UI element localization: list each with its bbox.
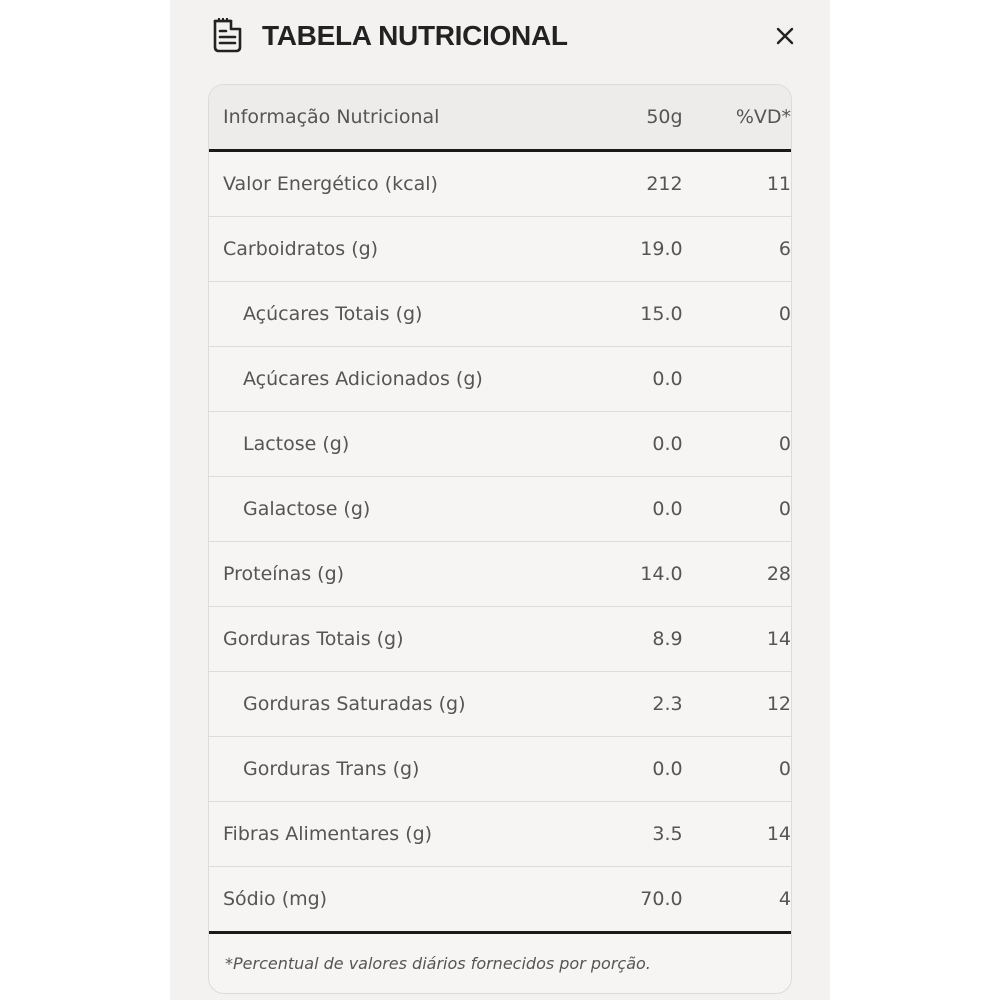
table-row <box>209 542 791 607</box>
close-button[interactable] <box>770 21 800 51</box>
nutrient-label: Proteínas (g) <box>223 563 345 585</box>
column-header-portion: 50g <box>646 106 683 128</box>
nutrient-vd: 14 <box>766 823 791 845</box>
table-body <box>209 152 791 934</box>
page-title: TABELA NUTRICIONAL <box>262 20 568 51</box>
nutrient-vd: 6 <box>778 238 791 260</box>
nutrient-value: 0.0 <box>652 758 683 780</box>
nutrient-label: Galactose (g) <box>243 498 371 520</box>
nutrient-vd: 14 <box>766 628 791 650</box>
nutrient-vd: 28 <box>766 563 791 585</box>
table-row <box>209 607 791 672</box>
nutrient-label: Gorduras Trans (g) <box>243 758 420 780</box>
nutrient-vd: 4 <box>778 888 791 910</box>
table-row <box>209 802 791 867</box>
nutrient-label: Lactose (g) <box>243 433 350 455</box>
nutrient-label: Sódio (mg) <box>223 888 328 910</box>
nutrient-value: 0.0 <box>652 433 683 455</box>
table-footnote: *Percentual de valores diários fornecidos por porção. <box>225 953 651 973</box>
nutrient-label: Açúcares Adicionados (g) <box>243 368 483 390</box>
receipt-icon <box>210 17 244 55</box>
column-header-vd: %VD* <box>735 106 791 128</box>
table-row <box>209 152 791 217</box>
nutrient-value: 212 <box>646 173 683 195</box>
nutrient-vd: 0 <box>778 498 791 520</box>
table-row <box>209 412 791 477</box>
nutrient-label: Açúcares Totais (g) <box>243 303 423 325</box>
nutrient-vd: 0 <box>778 303 791 325</box>
table-row <box>209 217 791 282</box>
nutrient-value: 15.0 <box>640 303 683 325</box>
nutrient-vd: 12 <box>766 693 791 715</box>
table-row <box>209 477 791 542</box>
table-row <box>209 737 791 802</box>
table-row <box>209 672 791 737</box>
nutrient-value: 14.0 <box>640 563 683 585</box>
nutrient-label: Fibras Alimentares (g) <box>223 823 433 845</box>
nutrient-label: Valor Energético (kcal) <box>223 173 438 195</box>
nutrient-label: Gorduras Saturadas (g) <box>243 693 466 715</box>
nutrient-vd: 0 <box>778 758 791 780</box>
table-row <box>209 347 791 412</box>
nutrient-vd: 0 <box>778 433 791 455</box>
table-header <box>209 85 791 152</box>
nutrient-value: 8.9 <box>652 628 683 650</box>
panel-header <box>210 14 800 58</box>
nutrient-value: 3.5 <box>652 823 683 845</box>
nutrition-table <box>208 84 792 994</box>
column-header-label: Informação Nutricional <box>223 106 440 128</box>
table-row <box>209 282 791 347</box>
nutrient-value: 2.3 <box>652 693 683 715</box>
close-icon <box>775 26 795 46</box>
nutrient-label: Carboidratos (g) <box>223 238 379 260</box>
nutrient-vd: 11 <box>766 173 791 195</box>
nutrient-value: 70.0 <box>640 888 683 910</box>
nutrient-value: 0.0 <box>652 368 683 390</box>
nutrient-value: 19.0 <box>640 238 683 260</box>
nutrition-panel <box>170 0 830 1000</box>
nutrient-label: Gorduras Totais (g) <box>223 628 404 650</box>
nutrient-value: 0.0 <box>652 498 683 520</box>
table-row <box>209 867 791 934</box>
